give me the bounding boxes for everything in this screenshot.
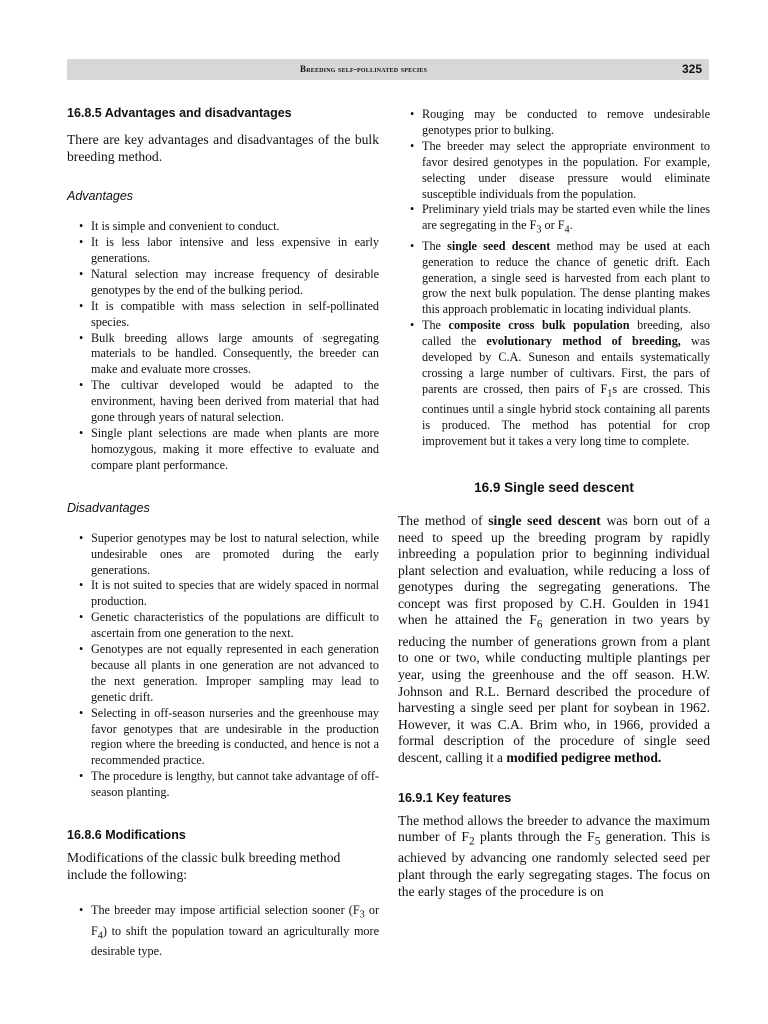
right-column — [398, 107, 710, 900]
disadvantages-list — [67, 531, 379, 801]
section-title-16-8-5: 16.8.5 Advantages and disadvantages — [67, 106, 292, 120]
modifications-list — [67, 903, 379, 960]
disadvantages-heading: Disadvantages — [67, 500, 150, 515]
page-number: 325 — [681, 62, 702, 76]
list-item: • It is not suited to species that are widely spaced in normal production. — [81, 578, 379, 610]
list-item: • It is simple and convenient to conduct. — [81, 219, 379, 235]
list-item: • Superior genotypes may be lost to natural selection, while undesirable ones are promoted during the early generations. — [81, 531, 379, 579]
list-item: • Genetic characteristics of the populations are difficult to ascertain from one generation to the next. — [81, 610, 379, 642]
intro-paragraph: There are key advantages and disadvantages of the bulk breeding method. — [67, 132, 379, 164]
list-item: • The procedure is lengthy, but cannot take advantage of off-season planting. — [81, 769, 379, 801]
list-item: • The composite cross bulk population breeding, also called the evolutionary method of breeding, was developed by C.A. Suneson and entails systematically crossing a large number of cultivars. First, the pars of parents are crossed, then pairs of $F_1s$ are crossed. This continues until a single hybrid stock containing all parents is produced. The method has potential for crop improvement but it takes a very long time to complete. — [412, 318, 710, 450]
advantages-list — [67, 219, 379, 474]
list-item: • Selecting in off-season nurseries and the greenhouse may favor genotypes that are undesirable in the production region where the breeding is conducted, and hence is not a recommended practice. — [81, 706, 379, 770]
section-title-16-9-1: 16.9.1 Key features — [398, 790, 512, 805]
list-item: • The breeder may select the appropriate environment to favor desired genotypes in the population. For example, selecting under disease pressure would eliminate susceptible individuals from the population. — [412, 139, 710, 203]
list-item: • Rouging may be conducted to remove undesirable genotypes prior to bulking. — [412, 107, 710, 139]
list-item: • Preliminary yield trials may be started even while the lines are segregating in the $F_3$ or $F_4$. — [412, 202, 710, 238]
key-features-paragraph: The method allows the breeder to advance the maximum number of $F_2$ plants through the $F_5$ generation. This is achieved by advancing one randomly selected seed per plant through the early segregating stages. The focus on the early stages of the procedure is on — [398, 812, 710, 899]
section-title-16-8-6: 16.8.6 Modifications — [67, 828, 186, 843]
list-item: • The single seed descent method may be used at each generation to reduce the chance of genetic drift. Each generation, a single seed is harvested from each plant to grow the next bulk population. The dense planting makes this approach problematic in locating individual plants. — [412, 239, 710, 319]
list-item: • Genotypes are not equally represented in each generation because all plants in one generation are not advanced to the next generation. Improper sampling may lead to genetic drift. — [81, 642, 379, 706]
single-seed-descent-paragraph: The method of single seed descent was born out of a need to speed up the breeding program by rapidly inbreeding a population prior to beginning individual plant selection and evaluation, while reducing a loss of genotypes during the segregating generations. The concept was first proposed by C.H. Goulden in 1941 when he attained the $F_6$ generation in two years by reducing the number of generations grown from a plant to one or two, while conducting multiple plantings per year, using the greenhouse and the off season. H.W. Johnson and R.L. Bernard described the procedure of harvesting a single seed per plant for soybean in 1962. However, it was C.A. Brim who, in 1966, provided a formal description of the procedure of single seed descent, calling it a modified pedigree method. — [398, 512, 711, 765]
section-title-16-9: 16.9 Single seed descent — [474, 479, 634, 495]
list-item: • The breeder may impose artificial selection sooner ($F_3$ or $F_4$) to shift the population toward an agriculturally more desirable type. — [81, 903, 379, 960]
running-head: Breeding self-pollinated species — [300, 64, 428, 74]
left-column — [67, 106, 379, 960]
list-item: • It is compatible with mass selection in self-pollinated species. — [81, 299, 379, 331]
list-item: • The cultivar developed would be adapted to the environment, having been derived from material that had gone through years of natural selection. — [81, 378, 379, 426]
modifications-intro: Modifications of the classic bulk breeding method include the following: — [67, 850, 341, 882]
list-item: • Bulk breeding allows large amounts of segregating materials to be handled. Consequently, the breeder can make and evaluate more crosses. — [81, 331, 379, 379]
list-item: • It is less labor intensive and less expensive in early generations. — [81, 235, 379, 267]
list-item: • Single plant selections are made when plants are more homozygous, making it more effective to evaluate and compare plant performance. — [81, 426, 379, 474]
advantages-heading: Advantages — [67, 189, 134, 204]
list-item: • Natural selection may increase frequency of desirable genotypes by the end of the bulking period. — [81, 267, 379, 299]
modifications-list-continued — [398, 107, 710, 450]
